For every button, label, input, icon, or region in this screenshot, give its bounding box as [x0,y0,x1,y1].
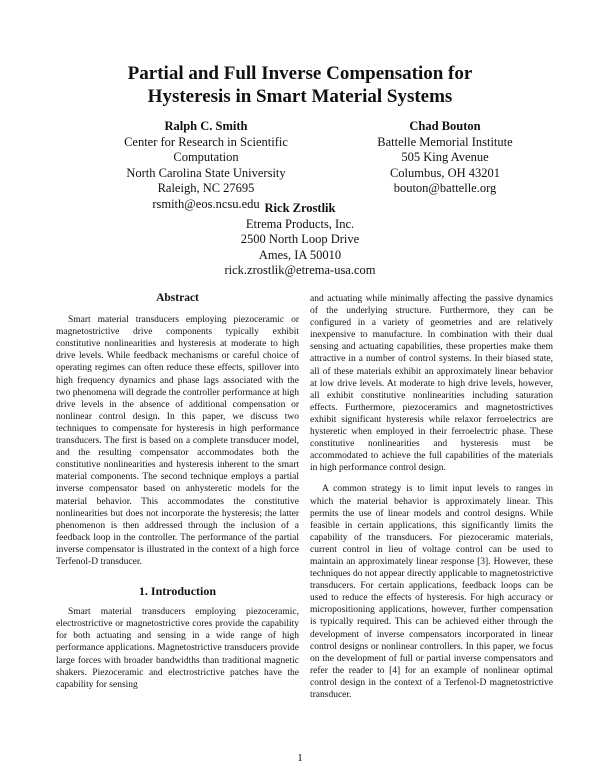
introduction-paragraph: Smart material transducers employing piezoceramic, electrostrictive or magnetostrictive cores provide the capability for both actuating and sensing in a wide range of high performance applications. Magnetostrictive transducers provide large forces with broader bandwidths than traditional magnetic shakers. Piezoceramic and electrostrictive patches have the capability for sensing [56,607,299,690]
author-address: Ames, IA 50010 [258,247,342,262]
page-number: 1 [297,752,303,764]
author-email: bouton@battelle.org [393,181,497,195]
author-email: rsmith@eos.ncsu.edu [152,196,260,211]
author-block-smith [96,119,316,212]
author-name: Chad Bouton [409,119,481,133]
left-column [56,292,299,691]
title-line-1: Partial and Full Inverse Compensation for [127,63,473,84]
author-name: Ralph C. Smith [164,119,248,133]
author-address: 505 King Avenue [401,150,489,164]
author-address: 2500 North Loop Drive [240,232,360,246]
author-address: Raleigh, NC 27695 [157,181,255,195]
author-email: rick.zrostlik@etrema-usa.com [224,263,376,277]
author-affiliation: Center for Research in Scientific Computation [124,134,288,164]
paper-title [0,62,600,108]
right-column [310,293,553,701]
abstract-text: Smart material transducers employing piezoceramic or magnetostrictive drive components typically exhibit constitutive nonlinearities and hysteresis at moderate to high drive levels. While feedback mechanisms or careful choice of operating regimes can often reduce these effects, spillover into high frequency dynamics and phase lags associated with the two phenomena will degrade the controller performance at high drive levels in the absence of additional compensation or nonlinear control design. In this paper, we discuss two techniques to compensate for hysteresis in high performance transducers. The first is based on a complete transducer model, and the resulting compensator accommodates both the constitutive nonlinearities and hysteresis inherent to the smart material components. The second technique employs a partial inverse compensator based on anhysteretic models for the material behavior. This accommodates the constitutive nonlinearities but does not incorporate the hysteresis; the latter phenomenon is then addressed through the inclusion of a feedback loop in the controller. The performance of the partial inverse compensator is illustrated in the context of a high force Terfenol-D transducer. [56,315,299,567]
author-block-zrostlik [200,201,400,279]
abstract-heading: Abstract [156,292,199,304]
author-affiliation: Etrema Products, Inc. [245,216,355,231]
body-paragraph: and actuating while minimally affecting the passive dynamics of the underlying structure. Furthermore, they can be configured in a variety of geometries and are relatively inexpensive to manufacture. In combination with their dual sensing and actuating capabilities, these properties make them attractive in a number of control systems. In their biased state, all of these materials exhibit an approximately linear behavior at low drive levels. At moderate to high drive levels, however, all exhibit constitutive nonlinearities including saturation effects. Furthermore, piezoceramics and magnetostrictives exhibit significant hysteresis while relaxor ferroelectrics are hysteretic when employed in their ferroelectric phase. These constitutive nonlinearities and hysteresis must be accommodated to achieve the full capabilities of the materials in high performance control design. [310,294,553,474]
title-line-2: Hysteresis in Smart Material Systems [147,86,453,107]
author-name: Rick Zrostlik [264,201,336,215]
author-affiliation: North Carolina State University [126,165,286,180]
author-affiliation: Battelle Memorial Institute [377,134,513,149]
body-paragraph: A common strategy is to limit input levels to ranges in which the material behavior is approximately linear. This permits the use of linear models and control designs. While feasible in certain applications, this significantly limits the capability of the transducers. For piezoceramic materials, current control in lieu of voltage control can be used to maintain an approximately linear response [3]. However, these techniques do not appear directly applicable to magnetostrictive transducers. For certain applications, feedback loops can be used to reduce the effects of hysteresis. For high accuracy or micropositioning applications, however, further compensation is typically required. This can be achieved either through the development of inverse compensators incorporated in linear control designs or nonlinear controllers. In this paper, we focus on the development of full or partial inverse compensators and refer the reader to [4] for an example of nonlinear optimal control design in the context of a Terfenol-D magnetostrictive transducer. [310,484,553,700]
author-address: Columbus, OH 43201 [389,165,501,180]
introduction-heading: 1. Introduction [138,584,217,599]
author-block-bouton [345,119,545,197]
